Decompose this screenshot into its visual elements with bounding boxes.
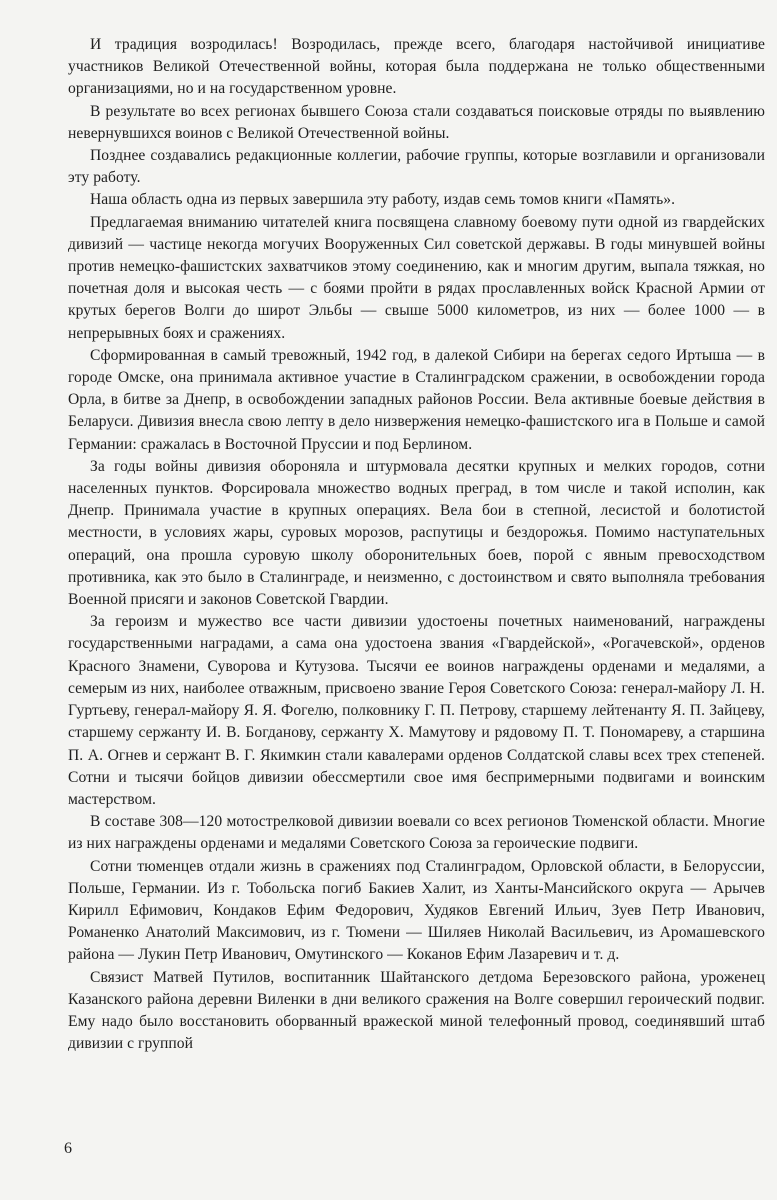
paragraph-war-years: За годы войны дивизия обороняла и штурмовала десятки крупных и мелких городов, сотни населенных пунктов. Форсировала множество водных преград, в том числе и такой исполин, как Днепр. Принимала участие в крупных операциях. Вела бои в степной, лесистой и болотистой местности, в условиях жары, суровых морозов, распутицы и бездорожья. Помимо наступательных операций, она прошла суровую школу оборонительных боев, порой с явным превосходством противника, как это было в Сталинграде, и неизменно, с достоинством и свято выполняла требования Военной присяги и законов Советской Гвардии.: [68, 457, 765, 609]
paragraph-tradition: И традиция возродилась! Возродилась, прежде всего, благодаря настойчивой инициативе участников Великой Отечественной войны, которая была поддержана не только общественными организациями, но и на государственном уровне.: [68, 36, 765, 98]
paragraph-tyumen-region: В составе 308—120 мотострелковой дивизии воевали со всех регионов Тюменской области. Многие из них награждены орденами и медалями Советского Союза за героические подвиги.: [68, 813, 765, 853]
paragraph-search-teams: В результате во всех регионах бывшего Союза стали создаваться поисковые отряды по выявлению невернувшихся воинов с Великой Отечественной войны.: [68, 102, 765, 142]
paragraph-editorial-boards: Позднее создавались редакционные коллегии, рабочие группы, которые возглавили и организовали эту работу.: [68, 147, 765, 187]
paragraph-awards: За героизм и мужество все части дивизии удостоены почетных наименований, награждены государственными наградами, а сама она удостоена звания «Гвардейской», «Рогачевской», орденов Красного Знамени, Суворова и Кутузова. Тысячи ее воинов награждены орденами и медалями, а семерым из них, наиболее отважным, присвоено звание Героя Советского Союза: генерал-майору Л. Н. Гуртьеву, генерал-майору Я. Я. Фогелю, полковнику Г. П. Петрову, старшему лейтенанту Я. П. Зайцеву, старшему сержанту И. В. Богданову, сержанту Х. Мамутову и рядовому П. Т. Пономареву, а старшина П. А. Огнев и сержант В. Г. Якимкин стали кавалерами орденов Солдатской славы всех трех степеней. Сотни и тысячи бойцов дивизии обессмертили свое имя беспримерными подвигами и воинским мастерством.: [68, 613, 765, 808]
page-number: 6: [64, 1140, 72, 1157]
paragraph-memory-book: Наша область одна из первых завершила эту работу, издав семь томов книги «Память».: [90, 191, 676, 209]
paragraph-division-path: Предлагаемая вниманию читателей книга посвящена славному боевому пути одной из гвардейских дивизий — частице некогда могучих Вооруженных Сил советской державы. В годы минувшей войны против немецко-фашистских захватчиков этому соединению, как и многим другим, выпала тяжкая, но почетная доля и высокая честь — с боями пройти в рядах прославленных войск Красной Армии от крутых берегов Волги до широт Эльбы — свыше 5000 километров, из них — более 1000 — в непрерывных боях и сражениях.: [68, 213, 765, 342]
paragraph-formation: Сформированная в самый тревожный, 1942 год, в далекой Сибири на берегах седого Иртыша — в городе Омске, она принимала активное участие в Сталинградском сражении, в освобождении города Орла, в битве за Днепр, в освобождении западных районов России. Вела активные боевые действия в Беларуси. Дивизия внесла свою лепту в дело низвержения немецко-фашистского ига в Польше и самой Германии: сражалась в Восточной Пруссии и под Берлином.: [68, 346, 765, 453]
paragraph-fallen-soldiers: Сотни тюменцев отдали жизнь в сражениях под Сталинградом, Орловской области, в Белоруссии, Польше, Германии. Из г. Тобольска погиб Бакиев Халит, из Ханты-Мансийского округа — Арычев Кирилл Ефимович, Кондаков Ефим Федорович, Худяков Евгений Ильич, Зуев Петр Иванович, Романенко Анатолий Максимович, из г. Тюмени — Шиляев Николай Васильевич, из Аромашевского района — Лукин Петр Иванович, Омутинского — Коканов Ефим Лазаревич и т. д.: [68, 857, 765, 964]
paragraph-signalman: Связист Матвей Путилов, воспитанник Шайтанского детдома Березовского района, уроженец Казанского района деревни Виленки в дни великого сражения на Волге совершил героический подвиг. Ему надо было восстановить оборванный вражеской миной телефонный провод, соединявший штаб дивизии с группой: [68, 968, 765, 1053]
